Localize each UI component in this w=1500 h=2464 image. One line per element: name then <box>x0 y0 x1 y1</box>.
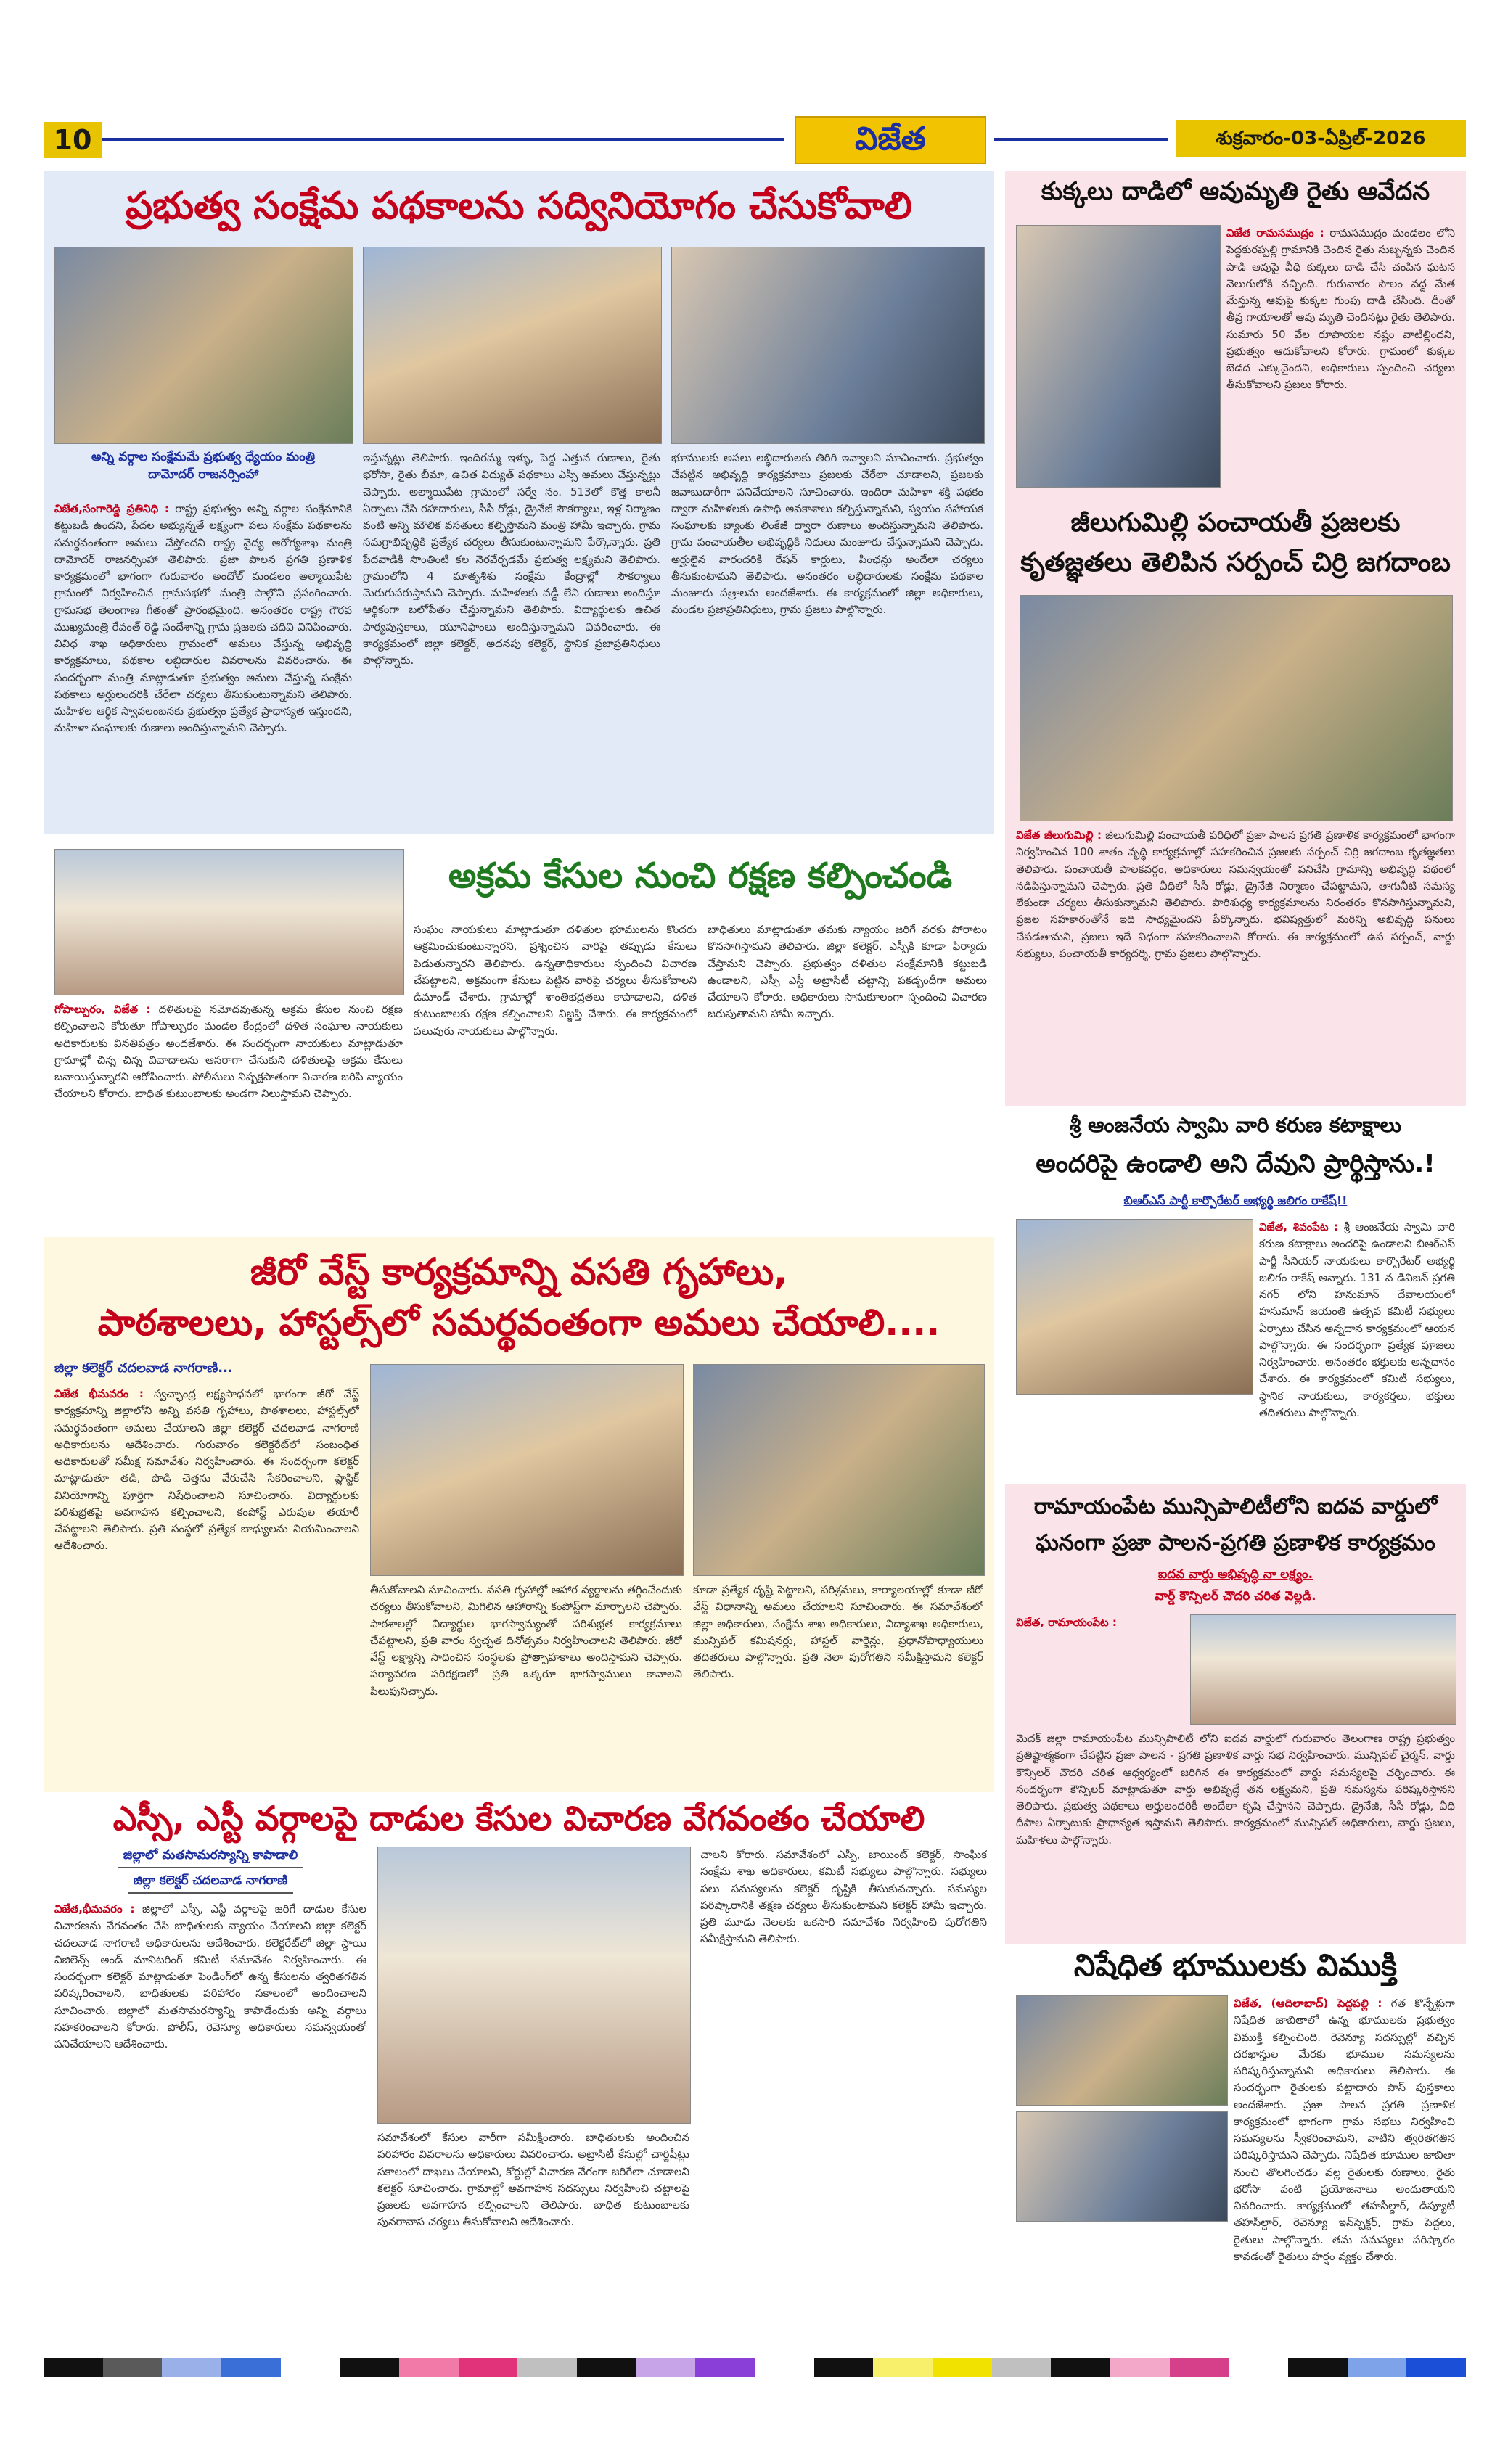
subhead-text: జిల్లా కలెక్టర్ చదలవాడ నాగరాణి <box>128 1872 294 1894</box>
story-headline: కుక్కలు దాడిలో ఆవుమృతి రైతు ఆవేదన <box>1041 177 1430 206</box>
dateline: విజేత, శివంపేట : <box>1259 1220 1339 1233</box>
photo-gram-sabha-land <box>1016 1995 1228 2106</box>
column-text: స్వచ్ఛాంధ్ర లక్ష్యసాధనలో భాగంగా జీరో వేస్ట్ కార్యక్రమాన్ని జిల్లాలోని అన్ని వసతి గృహాలు, పాఠశాలలు, హాస్టల్స్‌లో సమర్థవంతంగా అమలు చేయాలని జిల్లా కలెక్టర్ చదలవాడ నాగరాణి అధికారులను ఆదేశించారు. గురువారం కలెక్టరేట్‌లో సంబంధిత అధికారులతో సమీక్ష సమావేశం నిర్వహించారు. ఈ సందర్భంగా కలెక్టర్ మాట్లాడుతూ తడి, పొడి చెత్తను వేరుచేసి సేకరించాలని, ప్లాస్టిక్ వినియోగాన్ని పూర్తిగా నిషేధించాలని సూచించారు. విద్యార్థులకు పరిశుభ్రతపై అవగాహన కల్పించాలని, కంపోస్ట్ ఎరువుల తయారీ చేపట్టాలని తెలిపారు. ప్రతి సంస్థలో ప్రత్యేక బాధ్యులను నియమించాలని ఆదేశించారు. <box>54 1387 359 1553</box>
column-text: గత కొన్నేళ్లుగా నిషేధిత జాబితాలో ఉన్న భూములకు ప్రభుత్వం విముక్తి కల్పించింది. రెవెన్యూ సదస్సుల్లో వచ్చిన దరఖాస్తుల మేరకు భూముల సమస్యలను పరిష్కరిస్తున్నామని అధికారులు తెలిపారు. ఈ సందర్భంగా రైతులకు పట్టాదారు పాస్ పుస్తకాలు అందజేశారు. ప్రజా పాలన ప్రగతి ప్రణాళిక కార్యక్రమంలో భాగంగా గ్రామ సభలు నిర్వహించి సమస్యలను స్వీకరించామని, వాటిని త్వరితగతిన పరిష్కరిస్తామని చెప్పారు. నిషేధిత భూముల జాబితా నుంచి తొలగించడం వల్ల రైతులకు రుణాలు, రైతు భరోసా వంటి ప్రయోజనాలు అందుతాయని వివరించారు. కార్యక్రమంలో తహసీల్దార్, డిప్యూటీ తహసీల్దార్, రెవెన్యూ ఇన్‌స్పెక్టర్, గ్రామ పెద్దలు, రైతులు పాల్గొన్నారు. తమ సమస్యలు పరిష్కారం కావడంతో రైతులు హర్షం వ్యక్తం చేశారు. <box>1234 1997 1455 2263</box>
dateline: విజేత,భీమవరం : <box>54 1902 135 1915</box>
subhead-line-1: అన్ని వర్గాల సంక్షేమమే ప్రభుత్వ ధ్యేయం మంత్రి <box>91 450 316 464</box>
story-text: మెదక్ జిల్లా రామాయంపేట మున్సిపాలిటీ లోని ఐదవ వార్డులో గురువారం తెలంగాణ రాష్ట్ర ప్రభుత్వం ప్రతిష్టాత్మకంగా చేపట్టిన ప్రజా పాలన - ప్రగతి ప్రణాళిక వార్డు సభ నిర్వహించారు. మున్సిపల్ చైర్మన్, వార్డు కౌన్సిలర్ చౌదరి చరిత ఆధ్వర్యంలో జరిగిన ఈ కార్యక్రమంలో వార్డు సమస్యలపై చర్చించారు. ఈ సందర్భంగా కౌన్సిలర్ మాట్లాడుతూ వార్డు అభివృద్ధే తన లక్ష్యమని, ప్రతి సమస్యను పరిష్కరిస్తానని తెలిపారు. ప్రభుత్వ పథకాలు అర్హులందరికీ అందేలా కృషి చేస్తానని చెప్పారు. డ్రైనేజీ, సీసీ రోడ్లు, వీధి దీపాల ఏర్పాటుకు ప్రాధాన్యత ఇస్తామని తెలిపారు. కార్యక్రమంలో మున్సిపల్ అధికారులు, వార్డు ప్రజలు, మహిళలు పాల్గొన్నారు. <box>1016 1732 1455 1847</box>
story-headline: అక్రమ కేసుల నుంచి రక్షణ కల్పించండి <box>448 855 953 896</box>
story-headline-line-1: జీలుగుమిల్లి పంచాయతీ ప్రజలకు <box>1070 508 1401 538</box>
story-text <box>1259 1219 1455 1477</box>
date-line: శుక్రవారం-03-ఏప్రిల్-2026 <box>1176 120 1466 157</box>
story-column-1 <box>54 1001 403 1226</box>
story-column-1 <box>54 501 352 827</box>
story-column-3: భూములకు అసలు లబ్ధిదారులకు తిరిగి ఇవ్వాలని సూచించారు. ప్రభుత్వం చేపట్టిన అభివృద్ధి కార్యక్రమాలు ప్రజలకు చేరేలా చూడాలని, ప్రజలకు జవాబుదారీగా పనిచేయాలని సూచించారు. ఇందిరా మహిళా శక్తి పథకం ద్వారా మహిళలకు ఉపాధి అవకాశాలు కల్పిస్తున్నామని, స్వయం సహాయక సంఘాలకు బ్యాంకు లింకేజీ ద్వారా రుణాలు అందిస్తున్నామని తెలిపారు. గ్రామ పంచాయతీల అభివృద్ధికి నిధులు మంజూరు చేస్తున్నామని చెప్పారు. అర్హులైన వారందరికీ రేషన్ కార్డులు, పింఛన్లు అందేలా చర్యలు తీసుకుంటామని తెలిపారు. అనంతరం లబ్ధిదారులకు సంక్షేమ పథకాల మంజూరు పత్రాలను అందజేశారు. ఈ కార్యక్రమంలో జిల్లా అధికారులు, మండల ప్రజాప్రతినిధులు, గ్రామ ప్రజలు పాల్గొన్నారు. <box>671 451 983 617</box>
column-text: రాష్ట్ర ప్రభుత్వం అన్ని వర్గాల సంక్షేమానికి కట్టుబడి ఉందని, పేదల అభ్యున్నతే లక్ష్యంగా పలు సంక్షేమ పథకాలను సమర్థవంతంగా అమలు చేస్తోందని రాష్ట్ర వైద్య ఆరోగ్యశాఖ మంత్రి దామోదర్ రాజనర్సింహా తెలిపారు. ప్రజా పాలన ప్రగతి ప్రణాళిక కార్యక్రమంలో భాగంగా గురువారం అందోల్ మండలం అల్మాయిపేట గ్రామంలో నిర్వహించిన గ్రామసభలో మంత్రి పాల్గొని ప్రసంగించారు. గ్రామసభ తెలంగాణ గీతంతో ప్రారంభమైంది. అనంతరం రాష్ట్ర గౌరవ ముఖ్యమంత్రి రేవంత్ రెడ్డి సందేశాన్ని గ్రామ ప్రజలకు చదివి వినిపించారు. వివిధ శాఖ అధికారులు గ్రామంలో అమలు చేస్తున్న అభివృద్ధి కార్యక్రమాలు, పథకాల లబ్ధిదారుల వివరాలను వివరించారు. ఈ సందర్భంగా మంత్రి మాట్లాడుతూ ప్రభుత్వం అమలు చేస్తున్న సంక్షేమ పథకాలు అర్హులందరికీ చేరేలా చర్యలు తీసుకుంటున్నామని తెలిపారు. మహిళల ఆర్థిక స్వావలంబనకు ప్రభుత్వం ప్రత్యేక ప్రాధాన్యత ఇస్తుందని, మహిళా సంఘాలకు రుణాలు అందిస్తున్నామని చెప్పారు. <box>54 502 352 735</box>
story-text <box>1016 827 1455 1096</box>
story-headline: ప్రభుత్వ సంక్షేమ పథకాలను సద్వినియోగం చేసుకోవాలి <box>126 184 912 228</box>
story-welfare-schemes <box>44 171 994 834</box>
story-subhead <box>54 450 352 485</box>
story-headline: ఎస్సీ, ఎస్టీ వర్గాలపై దాడుల కేసుల విచారణ వేగవంతం చేయాలి <box>112 1799 925 1838</box>
photo-collector <box>370 1364 684 1576</box>
story-subhead-1: ఐదవ వార్డు అభివృద్ధి నా లక్ష్యం. <box>1157 1567 1313 1582</box>
story-kicker: శ్రీ ఆంజనేయ స్వామి వారి కరుణ కటాక్షాలు <box>1069 1113 1402 1137</box>
page-header <box>44 116 1466 167</box>
photo-memorandum <box>54 849 404 995</box>
story-subhead: జిల్లా కలెక్టర్ చదలవాడ నాగరాణి... <box>54 1360 233 1376</box>
story-hanuman-jayanti <box>1005 1106 1466 1484</box>
story-column-2: తీసుకోవాలని సూచించారు. వసతి గృహాల్లో ఆహార వ్యర్థాలను తగ్గించేందుకు చర్యలు తీసుకోవాలని, మిగిలిన ఆహారాన్ని కంపోస్ట్‌గా మార్చాలని చెప్పారు. పాఠశాలల్లో విద్యార్థుల భాగస్వామ్యంతో పరిశుభ్రత కార్యక్రమాలు చేపట్టాలని, ప్రతి వారం స్వచ్ఛత దినోత్సవం నిర్వహించాలని తెలిపారు. జీరో వేస్ట్ లక్ష్యాన్ని సాధించిన సంస్థలకు ప్రోత్సాహకాలు అందిస్తామని చెప్పారు. పర్యావరణ పరిరక్షణలో ప్రతి ఒక్కరూ భాగస్వాములు కావాలని పిలుపునిచ్చారు. <box>370 1583 682 1698</box>
story-column-3: చాలని కోరారు. సమావేశంలో ఎస్పీ, జాయింట్ కలెక్టర్, సాంఘిక సంక్షేమ శాఖ అధికారులు, కమిటీ సభ్యులు పాల్గొన్నారు. సభ్యులు పలు సమస్యలను కలెక్టర్ దృష్టికి తీసుకువచ్చారు. సమస్యల పరిష్కారానికి తక్షణ చర్యలు తీసుకుంటామని కలెక్టర్ హామీ ఇచ్చారు. ప్రతి మూడు నెలలకు ఒకసారి సమావేశం నిర్వహించి పురోగతిని సమీక్షిస్తామని తెలిపారు. <box>700 1848 987 1946</box>
column-text: జిల్లాలో ఎస్సీ, ఎస్టీ వర్గాలపై జరిగే దాడుల కేసుల విచారణను వేగవంతం చేసి బాధితులకు న్యాయం చేయాలని జిల్లా కలెక్టర్ చదలవాడ నాగరాణి అధికారులను ఆదేశించారు. కలెక్టరేట్‌లో జిల్లా స్థాయి విజిలెన్స్ అండ్ మానిటరింగ్ కమిటీ సమావేశం నిర్వహించారు. ఈ సందర్భంగా కలెక్టర్ మాట్లాడుతూ పెండింగ్‌లో ఉన్న కేసులను త్వరితగతిన పరిష్కరించాలని, బాధితులకు పరిహారం సకాలంలో అందించాలని సూచించారు. జిల్లాలో మతసామరస్యాన్ని కాపాడేందుకు అన్ని వర్గాలు సహకరించాలని కోరారు. పోలీస్, రెవెన్యూ అధికారులు సమన్వయంతో పనిచేయాలని ఆదేశించారు. <box>54 1902 366 2050</box>
photo-gram-sabha-crowd <box>671 247 985 444</box>
story-prohibited-lands <box>1005 1944 1466 2275</box>
dateline: గోపాల్పురం, విజేత : <box>54 1003 151 1016</box>
dateline: విజేత, (ఆదిలాబాద్) పెద్దపల్లి : <box>1234 1997 1382 2010</box>
masthead <box>795 116 986 164</box>
story-sc-st-cases <box>44 1792 994 2275</box>
story-text-intro <box>1016 1614 1183 1716</box>
story-subhead-2: వార్డ్ కౌన్సిలర్ చౌదరి చరిత వెల్లడి. <box>1155 1589 1316 1603</box>
story-headline-line-1: రామాయంపేట మున్సిపాలిటీలోని ఐదవ వార్డులో <box>1033 1494 1438 1519</box>
story-headline: నిషేధిత భూములకు విముక్తి <box>1073 1947 1398 1983</box>
photo-temple-event <box>1016 1219 1253 1395</box>
photo-collector-meeting <box>377 1847 691 2124</box>
story-cow-death <box>1005 171 1466 497</box>
photo-gram-sabha-2 <box>363 247 662 444</box>
story-ramayampet-ward <box>1005 1487 1466 1941</box>
story-headline-line-2: కృతజ్ఞతలు తెలిపిన సర్పంచ్ చిర్రి జగదాంబ <box>1020 548 1451 578</box>
dateline: విజేత రామసముద్రం : <box>1226 226 1324 239</box>
story-column-2: సమావేశంలో కేసుల వారీగా సమీక్షించారు. బాధితులకు అందించిన పరిహారం వివరాలను అధికారులు వివరించారు. అట్రాసిటీ కేసుల్లో చార్జిషీట్లు సకాలంలో దాఖలు చేయాలని, కోర్టుల్లో విచారణ వేగంగా జరిగేలా చూడాలని కలెక్టర్ సూచించారు. గ్రామాల్లో అవగాహన సదస్సులు నిర్వహించి చట్టాలపై ప్రజలకు అవగాహన కల్పించాలని తెలిపారు. బాధిత కుటుంబాలకు పునరావాస చర్యలు తీసుకోవాలని ఆదేశించారు. <box>377 2131 689 2229</box>
subhead-line-2: దామోదర్ రాజనర్సింహా <box>148 467 258 482</box>
subhead-text: జిల్లాలో మతసామరస్యాన్ని కాపాడాలి <box>118 1847 303 1868</box>
story-headline-line-2: ఘనంగా ప్రజా పాలన-ప్రగతి ప్రణాళిక కార్యక్రమం <box>1036 1530 1435 1556</box>
photo-swachh-andhra <box>1020 595 1453 821</box>
story-headline-line-2: పాఠశాలలు, హాస్టల్స్‌లో సమర్థవంతంగా అమలు చేయాలి.... <box>97 1302 940 1344</box>
story-column-1 <box>54 1386 359 1785</box>
story-column-2: సంఘం నాయకులు మాట్లాడుతూ దళితుల భూములను కొందరు ఆక్రమించుకుంటున్నారని, ప్రశ్నించిన వారిపై తప్పుడు కేసులు పెడుతున్నారని తెలిపారు. ఉన్నతాధికారులు స్పందించి విచారణ చేపట్టాలని, అక్రమంగా కేసులు పెట్టిన వారిపై చర్యలు తీసుకోవాలని డిమాండ్ చేశారు. గ్రామాల్లో శాంతిభద్రతలు కాపాడాలని, దళిత కుటుంబాలకు రక్షణ కల్పించాలని విజ్ఞప్తి చేశారు. ఈ కార్యక్రమంలో పలువురు నాయకులు పాల్గొన్నారు. <box>414 923 697 1038</box>
story-subhead-1 <box>54 1847 366 1868</box>
dateline: విజేత, రామాయంపేట : <box>1016 1616 1117 1629</box>
dateline: విజేత భీమవరం : <box>54 1387 144 1400</box>
story-illegal-cases <box>44 842 994 1233</box>
story-subhead: బిఆర్ఎస్ పార్టీ కార్పొరేటర్ అభ్యర్థి జలిగం రాకేష్!! <box>1123 1194 1348 1207</box>
story-column-3: కూడా ప్రత్యేక దృష్టి పెట్టాలని, పరిశ్రమలు, కార్యాలయాల్లో కూడా జీరో వేస్ట్ విధానాన్ని అమలు చేయాలని సూచించారు. ఈ సమావేశంలో జిల్లా అధికారులు, సంక్షేమ శాఖ అధికారులు, విద్యాశాఖ అధికారులు, మున్సిపల్ కమిషనర్లు, హాస్టల్ వార్డెన్లు, ప్రధానోపాధ్యాయులు తదితరులు పాల్గొన్నారు. ప్రతి నెలా పురోగతిని సమీక్షిస్తామని కలెక్టర్ తెలిపారు. <box>693 1583 983 1681</box>
story-subhead-2 <box>54 1872 366 1894</box>
story-headline-line-1: జీరో వేస్ట్ కార్యక్రమాన్ని వసతి గృహాలు, <box>250 1251 788 1293</box>
photo-dead-cow <box>1016 225 1221 488</box>
dateline: విజేత,సంగారెడ్డి ప్రతినిధి : <box>54 502 169 515</box>
story-headline: అందరిపై ఉండాలి అని దేవుని ప్రార్థిస్తాను.! <box>1036 1149 1435 1178</box>
photo-review-meeting <box>693 1364 985 1576</box>
story-text <box>1234 1995 1455 2267</box>
page-number: 10 <box>44 122 102 158</box>
dateline: విజేత జీలుగుమిల్లి : <box>1016 829 1102 842</box>
column-text: దళితులపై నమోదవుతున్న అక్రమ కేసుల నుంచి రక్షణ కల్పించాలని కోరుతూ గోపాల్పురం మండల కేంద్రంలో దళిత సంఘాల నాయకులు అధికారులకు వినతిపత్రం అందజేశారు. ఈ సందర్భంగా నాయకులు మాట్లాడుతూ గ్రామాల్లో చిన్న చిన్న వివాదాలను ఆసరాగా చేసుకుని దళితులపై అక్రమ కేసులు బనాయిస్తున్నారని ఆరోపించారు. పోలీసులు నిష్పక్షపాతంగా విచారణ జరిపి న్యాయం చేయాలని కోరారు. బాధిత కుటుంబాలకు అండగా నిలుస్తామని చెప్పారు. <box>54 1003 403 1101</box>
story-text <box>1226 225 1455 490</box>
story-column-1 <box>54 1901 366 2267</box>
photo-pattadar-distribution <box>1016 2111 1228 2222</box>
column-text: జీలుగుమిల్లి పంచాయతీ పరిధిలో ప్రజా పాలన ప్రగతి ప్రణాళిక కార్యక్రమంలో భాగంగా నిర్వహించిన 100 శాతం వృద్ధి కార్యక్రమాల్లో సహకరించిన ప్రజలకు సర్పంచ్ చిర్రి జగదాంబ కృతజ్ఞతలు తెలిపారు. పంచాయతీ పాలకవర్గం, అధికారులు సమన్వయంతో పనిచేసి గ్రామాన్ని అభివృద్ధి పథంలో నడిపిస్తున్నామని చెప్పారు. ప్రతి వీధిలో సీసీ రోడ్లు, డ్రైనేజీ నిర్మాణం చేపట్టామని, తాగునీటి సమస్య లేకుండా చర్యలు తీసుకున్నామని తెలిపారు. పారిశుధ్య కార్యక్రమాలను నిరంతరం కొనసాగిస్తున్నామని, ప్రజల సహకారంతోనే ఇది సాధ్యమైందని పేర్కొన్నారు. భవిష్యత్తులో మరిన్ని అభివృద్ధి పనులు చేపడతామని, ప్రజలు ఇదే విధంగా సహకరించాలని కోరారు. ఈ కార్యక్రమంలో ఉప సర్పంచ్, వార్డు సభ్యులు, పంచాయతీ కార్యదర్శి, గ్రామ ప్రజలు పాల్గొన్నారు. <box>1016 829 1455 960</box>
color-swatches <box>44 2358 1466 2377</box>
story-sarpanch-thanks <box>1005 501 1466 1103</box>
story-column-2: ఇస్తున్నట్లు తెలిపారు. ఇందిరమ్మ ఇళ్ళు, పెద్ద ఎత్తున రుణాలు, రైతు భరోసా, రైతు బీమా, ఉచిత విద్యుత్ పథకాలు ఎస్సీ అమలు చేస్తున్నట్లు చెప్పారు. అల్మాయిపేట గ్రామంలో సర్వే నం. 513లో కొత్త కాలనీ ఏర్పాటు చేసి రహదారులు, సీసీ రోడ్లు, డ్రైనేజీ సౌకర్యాలు, ఇళ్ల నిర్మాణం వంటి అన్ని మౌలిక వసతులు కల్పిస్తామని మంత్రి హామీ ఇచ్చారు. గ్రామ సమగ్రాభివృద్ధికి ప్రత్యేక చర్యలు తీసుకుంటున్నామని పేర్కొన్నారు. ప్రతి పేదవాడికి సొంతింటి కల నెరవేర్చడమే ప్రభుత్వ లక్ష్యమని తెలిపారు. గ్రామంలోని 4 మాతృశిశు సంక్షేమ కేంద్రాల్లో సౌకర్యాలు మెరుగుపరుస్తామని చెప్పారు. మహిళలకు వడ్డీ లేని రుణాలు అందిస్తూ ఆర్థికంగా బలోపేతం చేస్తున్నామని తెలిపారు. విద్యార్థులకు ఉచిత పాఠ్యపుస్తకాలు, యూనిఫాంలు అందిస్తున్నామని వివరించారు. ఈ కార్యక్రమంలో జిల్లా కలెక్టర్, అదనపు కలెక్టర్, స్థానిక ప్రజాప్రతినిధులు పాల్గొన్నారు. <box>363 451 660 667</box>
column-text: శ్రీ ఆంజనేయ స్వామి వారి కరుణ కటాక్షాలు అందరిపై ఉండాలని బిఆర్ఎస్ పార్టీ సీనియర్ నాయకులు కార్పొరేటర్ అభ్యర్థి జలిగం రాకేష్ అన్నారు. 131 వ డివిజన్ ప్రగతి నగర్ లోని హనుమాన్ దేవాలయంలో హనుమాన్ జయంతి ఉత్సవ కమిటీ సభ్యులు ఏర్పాటు చేసిన అన్నదాన కార్యక్రమంలో ఆయన పాల్గొన్నారు. ఈ సందర్భంగా ప్రత్యేక పూజలు నిర్వహించారు. అనంతరం భక్తులకు అన్నదానం చేశారు. ఈ కార్యక్రమంలో కమిటీ సభ్యులు, స్థానిక నాయకులు, కార్యకర్తలు, భక్తులు తదితరులు పాల్గొన్నారు. <box>1259 1220 1455 1419</box>
right-column <box>1005 171 1466 2275</box>
photo-ward-meeting <box>1190 1614 1456 1725</box>
masthead-text: విజేత <box>855 120 926 157</box>
registration-bar <box>44 2358 1466 2377</box>
story-column-3: బాధితులు మాట్లాడుతూ తమకు న్యాయం జరిగే వరకు పోరాటం కొనసాగిస్తామని తెలిపారు. జిల్లా కలెక్టర్, ఎస్పీకి కూడా ఫిర్యాదు చేస్తామని చెప్పారు. ప్రభుత్వం దళితుల సంక్షేమానికి కట్టుబడి ఉండాలని, ఎస్సీ ఎస్టీ అట్రాసిటీ చట్టాన్ని పకడ్బందీగా అమలు చేయాలని కోరారు. అధికారులు సానుకూలంగా స్పందించి విచారణ జరుపుతామని హామీ ఇచ్చారు. <box>708 923 987 1021</box>
photo-gram-sabha-1 <box>54 247 353 444</box>
column-text: రామసముద్రం మండలం లోని పెద్దకురప్పల్లి గ్రామానికి చెందిన రైతు సుబ్బన్నకు చెందిన పాడి ఆవుపై వీధి కుక్కలు దాడి చేసి చంపిన ఘటన వెలుగులోకి వచ్చింది. గురువారం పొలం వద్ద మేత మేస్తున్న ఆవుపై కుక్కల గుంపు దాడి చేసింది. దీంతో తీవ్ర గాయాలతో ఆవు మృతి చెందినట్లు రైతు తెలిపారు. సుమారు 50 వేల రూపాయల నష్టం వాటిల్లిందని, ప్రభుత్వం ఆదుకోవాలని కోరారు. గ్రామంలో కుక్కల బెడద ఎక్కువైందని, అధికారులు స్పందించి చర్యలు తీసుకోవాలని ప్రజలు కోరారు. <box>1226 226 1455 392</box>
